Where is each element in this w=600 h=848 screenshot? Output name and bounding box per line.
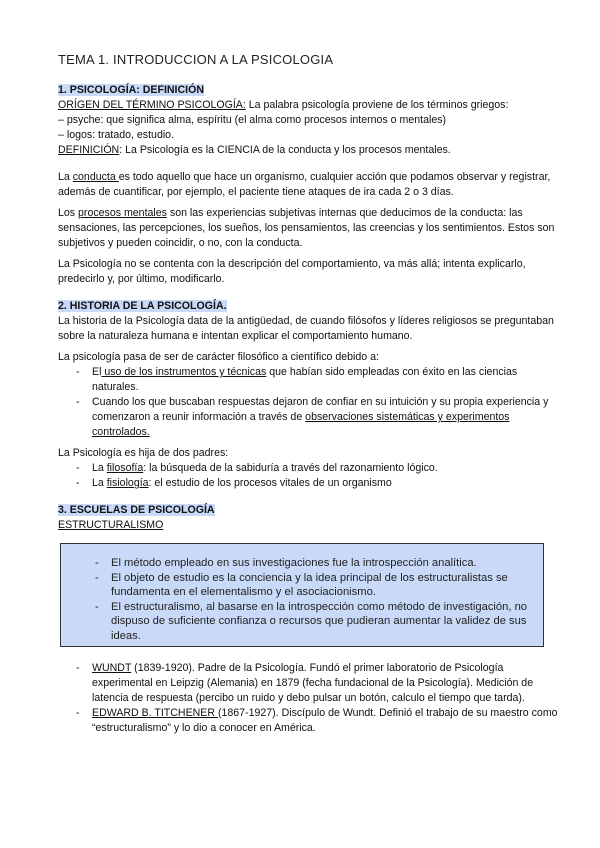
paragraph: ORÍGEN DEL TÉRMINO PSICOLOGÍA: La palabra psicología proviene de los términos griegos: — [58, 99, 509, 111]
paragraph: La Psicología no se contenta con la descripción del comportamiento, va más allá; intenta explicarlo, predecirlo y, por último, modificarlo. — [58, 258, 526, 285]
paragraph: Los procesos mentales son las experiencias subjetivas internas que deducimos de la conducta: las sensaciones, las percepciones, los sueños, los pensamientos, las creencias y los sentimientos. Estos son subjetivos y pueden coincidir, o no, con la conducta. — [58, 207, 555, 249]
subsection-title: ESTRUCTURALISMO — [58, 519, 164, 531]
underlined-label: DEFINICIÓN — [58, 144, 120, 156]
bullet-list — [58, 661, 558, 736]
list-item: - La filosofía: la búsqueda de la sabiduría a través del razonamiento lógico. — [76, 462, 438, 474]
paragraph: – logos: tratado, estudio. — [58, 129, 175, 141]
paragraph: La conducta es todo aquello que hace un organismo, cualquier acción que podamos observar y registrar, además de cuantificar, por ejemplo, el paciente tiene ataques de ira cada 2 o 3 días. — [58, 171, 551, 198]
paragraph: La historia de la Psicología data de la antigüedad, de cuando filósofos y líderes religiosos se preguntaban sobre la naturaleza humana e intentan explicar el comportamiento humano. — [58, 315, 554, 342]
bullet-list — [58, 365, 558, 440]
paragraph: – psyche: que significa alma, espíritu (el alma como procesos internos o mentales) — [58, 114, 447, 126]
list-item: - Cuando los que buscaban respuestas dejaron de confiar en su intuición y su propia experiencia y comenzaron a reunir información a través de observaciones sistemáticas y experimentos controlados. — [76, 396, 549, 438]
paragraph: La Psicología es hija de dos padres: — [58, 447, 229, 459]
list-item: - WUNDT (1839-1920). Padre de la Psicología. Fundó el primer laboratorio de Psicología experimental en Leipzig (Alemania) en 1879 (fecha fundacional de la Psicología). Medición de latencia de respuesta (percibo un ruido y debo pulsar un botón, calculo el tiempo que tarda). — [76, 662, 534, 704]
document-title: TEMA 1. INTRODUCCION A LA PSICOLOGIA — [58, 52, 334, 67]
paragraph: DEFINICIÓN: La Psicología es la CIENCIA de la conducta y los procesos mentales. — [58, 144, 451, 156]
section-historia — [58, 299, 558, 491]
underlined-label: ORÍGEN DEL TÉRMINO PSICOLOGÍA: — [58, 99, 246, 111]
section-heading: 3. ESCUELAS DE PSICOLOGÍA — [58, 504, 215, 516]
list-item: - El uso de los instrumentos y técnicas que habían sido empleadas con éxito en las ciencias naturales. — [76, 366, 518, 393]
section-heading: 1. PSICOLOGÍA: DEFINICIÓN — [58, 84, 204, 96]
list-item: - La fisiología: el estudio de los procesos vitales de un organismo — [76, 477, 392, 489]
list-item: - El estructuralismo, al basarse en la introspección como método de investigación, no dispuso de suficiente confianza o recursos que pudieran aumentar la validez de sus ideas. — [95, 600, 528, 642]
highlight-box — [60, 543, 544, 647]
list-item: - EDWARD B. TITCHENER (1867-1927). Discípulo de Wundt. Definió el trabajo de su maestro como “estructuralismo” y lo dio a conocer en América. — [76, 707, 558, 734]
list-item: - El método empleado en sus investigaciones fue la introspección analítica. — [95, 557, 477, 569]
section-heading: 2. HISTORIA DE LA PSICOLOGÍA. — [58, 300, 227, 312]
section-definicion — [58, 83, 558, 287]
bullet-list — [58, 461, 558, 491]
list-item: - El objeto de estudio es la conciencia y la idea principal de los estructuralistas se fundamenta en el elementalismo y el asociacionismo. — [95, 571, 508, 599]
document-page — [58, 52, 558, 736]
section-escuelas — [58, 503, 558, 736]
bullet-list — [71, 556, 533, 644]
underlined-label: conducta — [72, 171, 119, 183]
paragraph: La psicología pasa de ser de carácter filosófico a científico debido a: — [58, 351, 379, 363]
underlined-label: procesos mentales — [78, 207, 167, 219]
